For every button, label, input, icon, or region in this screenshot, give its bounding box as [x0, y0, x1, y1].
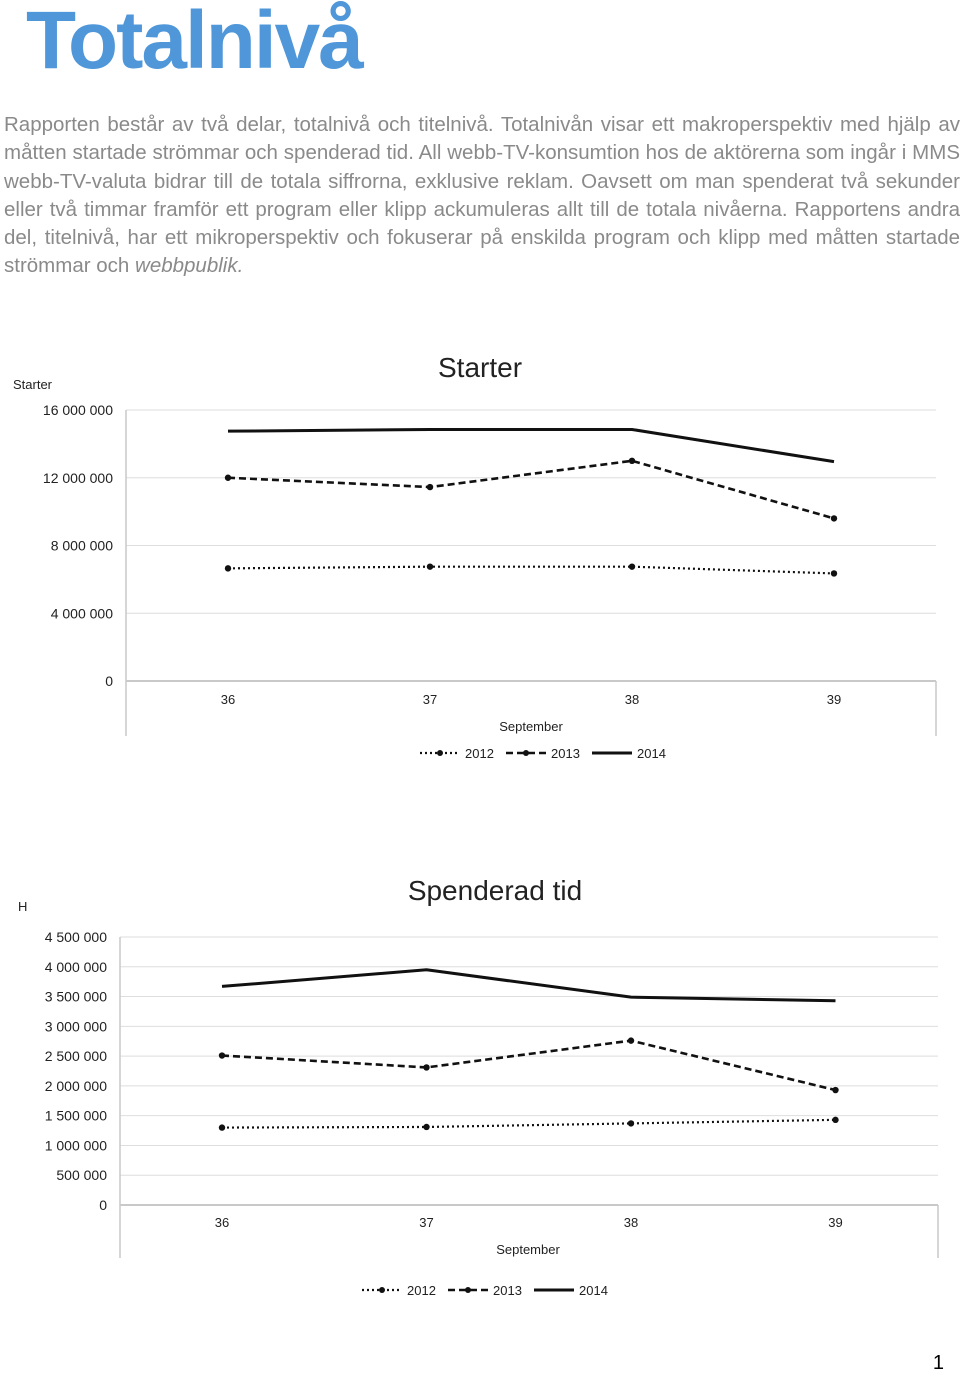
- x-tick-label: 39: [828, 1215, 843, 1230]
- y-tick-label: 4 000 000: [44, 958, 107, 975]
- data-point-2012: [628, 1120, 634, 1126]
- series-line-2013: [228, 461, 834, 519]
- intro-text: Rapporten består av två delar, totalnivå och titelnivå. Totalnivån visar ett makroperspektiv med hjälp av måtten startade strömmar och spenderad tid. All webb-TV-konsumtion hos de aktörerna som ingår i MMS webb-TV-valuta bidrar till de totala siffrorna, exklusive reklam. Oavsett om man spenderat två sekunder eller två timmar framför ett program eller klipp ackumuleras allt till de totala nivåerna. Rapportens andra del, titelnivå, har ett mikroperspektiv och fokuserar på enskilda program och klipp med måtten startade strömmar och: [4, 113, 960, 278]
- chart-title: Spenderad tid: [407, 875, 583, 906]
- x-tick-label: 38: [623, 1215, 639, 1230]
- x-tick-label: 39: [826, 692, 842, 707]
- data-point-2013: [427, 484, 433, 490]
- y-tick-label: 2 500 000: [44, 1048, 107, 1065]
- legend-label-2012: 2012: [465, 746, 494, 761]
- legend-label-2014: 2014: [579, 1283, 608, 1298]
- legend-marker-2012: [379, 1287, 385, 1293]
- chart-title: Starter: [437, 352, 523, 383]
- series-line-2013: [222, 1041, 836, 1090]
- y-tick-label: 4 500 000: [44, 929, 107, 945]
- chart-svg: [0, 340, 960, 780]
- y-tick-label: 0: [105, 673, 113, 689]
- chart-starter: [0, 340, 960, 780]
- legend-marker-2013: [465, 1287, 471, 1293]
- y-tick-label: 500 000: [56, 1167, 107, 1184]
- chart-svg: [0, 860, 960, 1310]
- intro-paragraph: [4, 111, 960, 281]
- data-point-2013: [832, 1087, 838, 1093]
- series-line-2014: [228, 429, 834, 461]
- data-point-2012: [832, 1117, 838, 1123]
- data-point-2013: [628, 1037, 634, 1043]
- intro-italic-term: webbpublik.: [135, 254, 244, 278]
- y-tick-label: 1 000 000: [44, 1137, 107, 1154]
- y-tick-label: 3 500 000: [44, 988, 107, 1005]
- data-point-2013: [629, 458, 635, 464]
- y-tick-label: 0: [99, 1197, 107, 1213]
- y-tick-label: 12 000 000: [42, 469, 113, 486]
- legend-marker-2012: [437, 750, 443, 756]
- x-axis-title: September: [496, 1242, 560, 1257]
- data-point-2013: [423, 1064, 429, 1070]
- data-point-2013: [831, 515, 837, 521]
- data-point-2012: [225, 565, 231, 571]
- x-tick-label: 36: [214, 1215, 230, 1230]
- legend-label-2013: 2013: [493, 1283, 522, 1298]
- y-tick-label: 4 000 000: [50, 605, 113, 622]
- y-tick-label: 8 000 000: [50, 537, 113, 554]
- data-point-2012: [427, 563, 433, 569]
- legend-label-2014: 2014: [637, 746, 666, 761]
- series-line-2012: [228, 567, 834, 574]
- x-tick-label: 36: [220, 692, 236, 707]
- page-heading: Totalnivå: [26, 0, 362, 86]
- legend-marker-2013: [523, 750, 529, 756]
- legend-label-2013: 2013: [551, 746, 580, 761]
- y-tick-label: 3 000 000: [44, 1018, 107, 1035]
- data-point-2012: [423, 1124, 429, 1130]
- x-axis-title: September: [499, 719, 563, 734]
- y-tick-label: 1 500 000: [44, 1107, 107, 1124]
- y-tick-label: 16 000 000: [42, 402, 113, 418]
- x-tick-label: 38: [624, 692, 640, 707]
- chart-spenderad-tid: [0, 860, 960, 1310]
- data-point-2012: [629, 563, 635, 569]
- data-point-2012: [219, 1124, 225, 1130]
- data-point-2013: [225, 475, 231, 481]
- series-line-2012: [222, 1120, 836, 1128]
- data-point-2012: [831, 570, 837, 576]
- y-axis-title: H: [18, 899, 28, 914]
- y-axis-title: Starter: [13, 377, 53, 392]
- legend-label-2012: 2012: [407, 1283, 436, 1298]
- page-number: 1: [932, 1352, 944, 1374]
- data-point-2013: [219, 1052, 225, 1058]
- x-tick-label: 37: [419, 1215, 434, 1230]
- y-tick-label: 2 000 000: [44, 1077, 107, 1094]
- x-tick-label: 37: [422, 692, 438, 707]
